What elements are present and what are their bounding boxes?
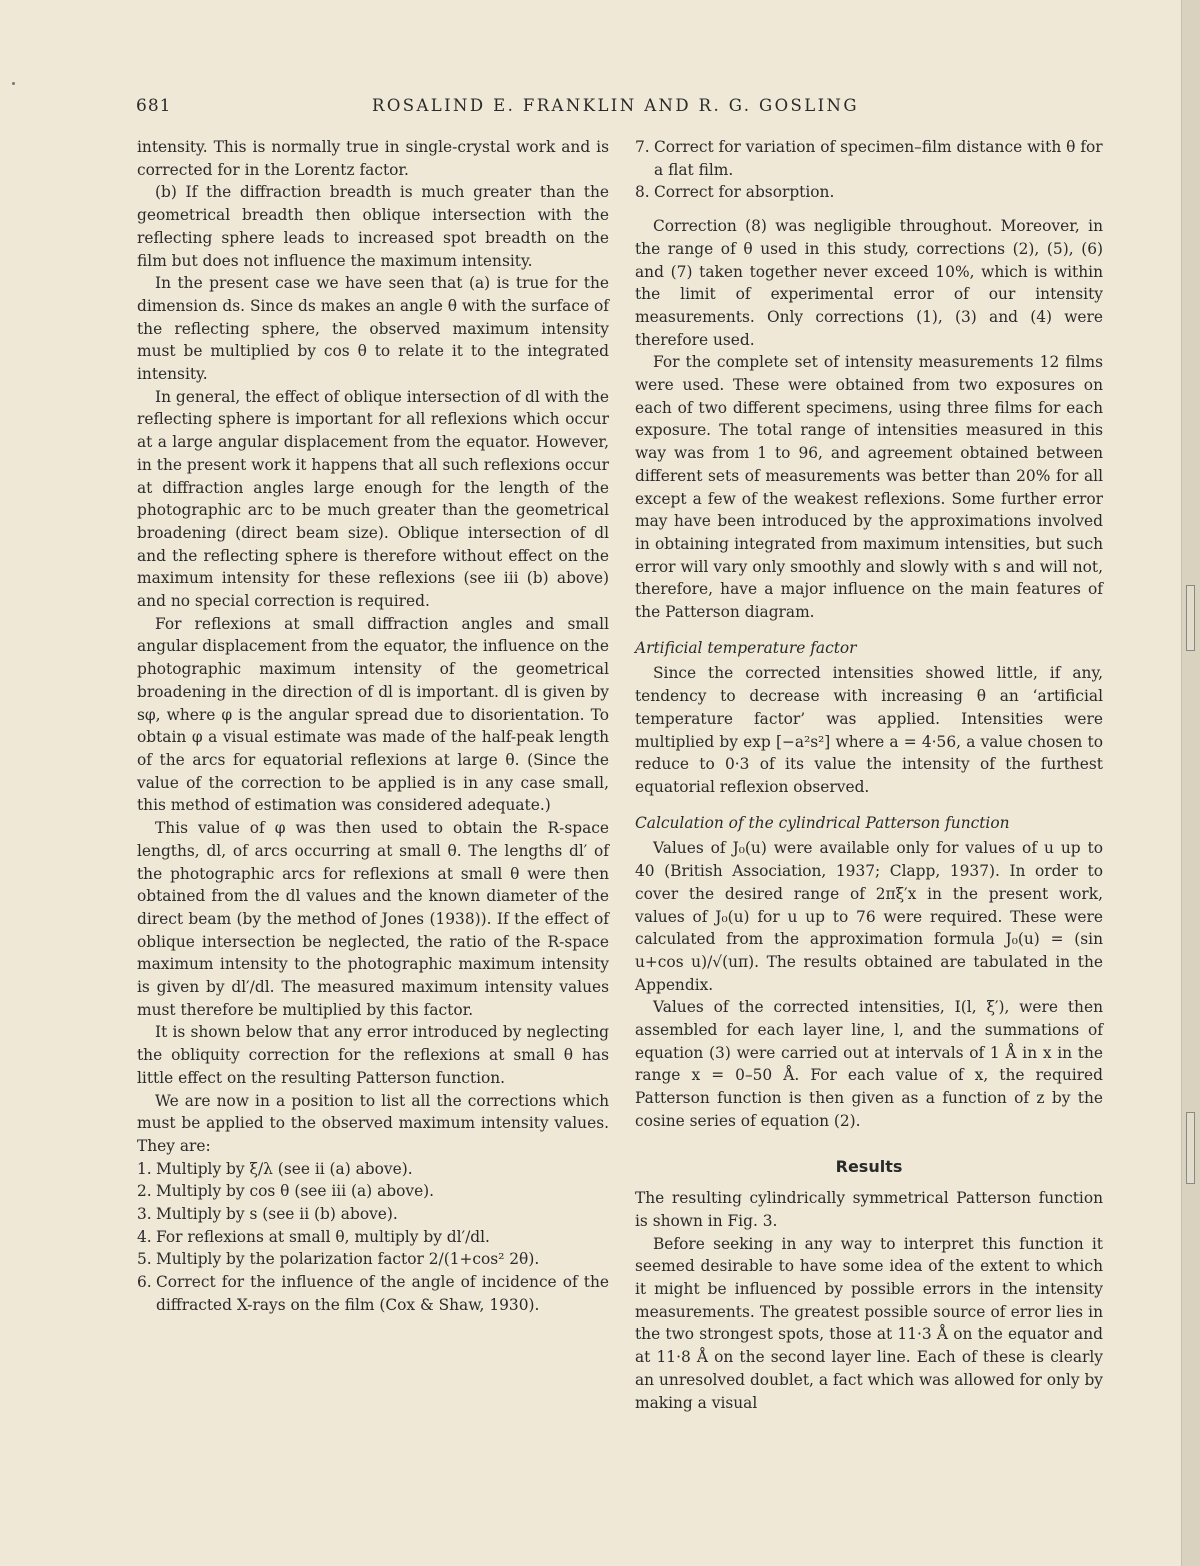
paragraph: Values of J₀(u) were available only for values of u up to 40 (British Association, 1937; Clapp, 1937). In order to cover the desired range of 2πξ′x in the present work, values of J₀(u) for u up to 76 were required. These were calculated from the approximation formula J₀(u) = (sin u+cos u)/√(uπ). The results obtained are tabulated in the Appendix.: [635, 839, 1103, 994]
paragraph: For reflexions at small diffraction angles and small angular displacement from the equator, the influence on the photographic maximum intensity of the geometrical broadening in the direction of dl is important. dl is given by sφ, where φ is the angular spread due to disorientation. To obtain φ a visual estimate was made of the half-peak length of the arcs for equatorial reflexions at large θ. (Since the value of the correction to be applied is in any case small, this method of estimation was considered adequate.): [137, 614, 609, 815]
paragraph: It is shown below that any error introduced by neglecting the obliquity correction for the reflexions at small θ has little effect on the resulting Patterson function.: [137, 1023, 609, 1087]
list-item: 1. Multiply by ξ/λ (see ii (a) above).: [137, 1159, 413, 1178]
margin-dot: [12, 82, 15, 85]
paragraph: Since the corrected intensities showed little, if any, tendency to decrease with increasing θ an ‘artificial temperature factor’ was applied. Intensities were multiplied by exp [−a²s²] where a = 4·56, a value chosen to reduce to 0·3 of its value the intensity of the furthest equatorial reflexion observed.: [635, 664, 1103, 796]
list-item: 7. Correct for variation of specimen–film distance with θ for a flat film.: [635, 138, 1103, 179]
page-edge: [1181, 0, 1200, 1566]
paragraph: In general, the effect of oblique intersection of dl with the reflecting sphere is important for all reflexions which occur at a large angular displacement from the equator. However, in the present work it happens that all such reflexions occur at diffraction angles large enough for the length of the photographic arc to be much greater than the geometrical broadening (direct beam size). Oblique intersection of dl and the reflecting sphere is therefore without effect on the maximum intensity for these reflexions (see iii (b) above) and no special correction is required.: [137, 387, 609, 611]
section-heading: Results: [835, 1156, 903, 1176]
list-item: 6. Correct for the influence of the angle of incidence of the diffracted X-rays on the film (Cox & Shaw, 1930).: [137, 1273, 609, 1314]
list-item: 3. Multiply by s (see ii (b) above).: [137, 1205, 398, 1224]
binding-mark: [1186, 1112, 1195, 1184]
page-number: 681: [136, 96, 172, 116]
binding-mark: [1186, 585, 1195, 651]
paragraph: Correction (8) was negligible throughout. Moreover, in the range of θ used in this study, corrections (2), (5), (6) and (7) taken together never exceed 10%, which is within the limit of experimental error of our intensity measurements. Only corrections (1), (3) and (4) were therefore used.: [635, 217, 1103, 349]
paragraph: This value of φ was then used to obtain the R-space lengths, dl, of arcs occurring at small θ. The lengths dl′ of the photographic arcs for reflexions at small θ were then obtained from the dl values and the known diameter of the direct beam (by the method of Jones (1938)). If the effect of oblique intersection be neglected, the ratio of the R-space maximum intensity to the photographic maximum intensity is given by dl′/dl. The measured maximum intensity values must therefore be multiplied by this factor.: [137, 819, 609, 1019]
list-item: 4. For reflexions at small θ, multiply by dl′/dl.: [137, 1227, 490, 1246]
right-column: [635, 136, 1103, 1414]
list-item: 8. Correct for absorption.: [635, 183, 835, 202]
paragraph: We are now in a position to list all the corrections which must be applied to the observed maximum intensity values. They are:: [137, 1091, 609, 1155]
left-column: [137, 136, 609, 1317]
subsection-heading: Calculation of the cylindrical Patterson function: [635, 813, 1010, 832]
running-header: [136, 96, 1116, 126]
paragraph: The resulting cylindrically symmetrical Patterson function is shown in Fig. 3.: [635, 1189, 1103, 1230]
paragraph: Before seeking in any way to interpret this function it seemed desirable to have some idea of the extent to which it might be influenced by possible errors in the intensity measurements. The greatest possible source of error lies in the two strongest spots, those at 11·3 Å on the equator and at 11·8 Å on the second layer line. Each of these is clearly an unresolved doublet, a fact which was allowed for only by making a visual: [635, 1234, 1103, 1412]
corrections-list: [137, 1158, 609, 1317]
running-title: ROSALIND E. FRANKLIN AND R. G. GOSLING: [372, 96, 859, 115]
corrections-list-continued: [635, 136, 1103, 204]
paragraph: In the present case we have seen that (a) is true for the dimension ds. Since ds makes an angle θ with the surface of the reflecting sphere, the observed maximum intensity must be multiplied by cos θ to relate it to the integrated intensity.: [137, 274, 609, 384]
paragraph: intensity. This is normally true in single-crystal work and is corrected for in the Lorentz factor.: [137, 138, 609, 179]
list-item: 5. Multiply by the polarization factor 2/(1+cos² 2θ).: [137, 1250, 540, 1269]
subsection-heading: Artificial temperature factor: [635, 638, 857, 657]
paragraph: For the complete set of intensity measurements 12 films were used. These were obtained from two exposures on each of two different specimens, using three films for each exposure. The total range of intensities measured in this way was from 1 to 96, and agreement obtained between different sets of measurements was better than 20% for all except a few of the weakest reflexions. Some further error may have been introduced by the approximations involved in obtaining integrated from maximum intensities, but such error will vary only smoothly and slowly with s and will not, therefore, have a major influence on the main features of the Patterson diagram.: [635, 353, 1103, 622]
list-item: 2. Multiply by cos θ (see iii (a) above).: [137, 1182, 435, 1201]
paragraph: (b) If the diffraction breadth is much greater than the geometrical breadth then oblique intersection with the reflecting sphere leads to increased spot breadth on the film but does not influence the maximum intensity.: [137, 183, 609, 270]
paragraph: Values of the corrected intensities, I(l, ξ′), were then assembled for each layer line, l, and the summations of equation (3) were carried out at intervals of 1 Å in x in the range x = 0–50 Å. For each value of x, the required Patterson function is then given as a function of z by the cosine series of equation (2).: [635, 998, 1103, 1130]
